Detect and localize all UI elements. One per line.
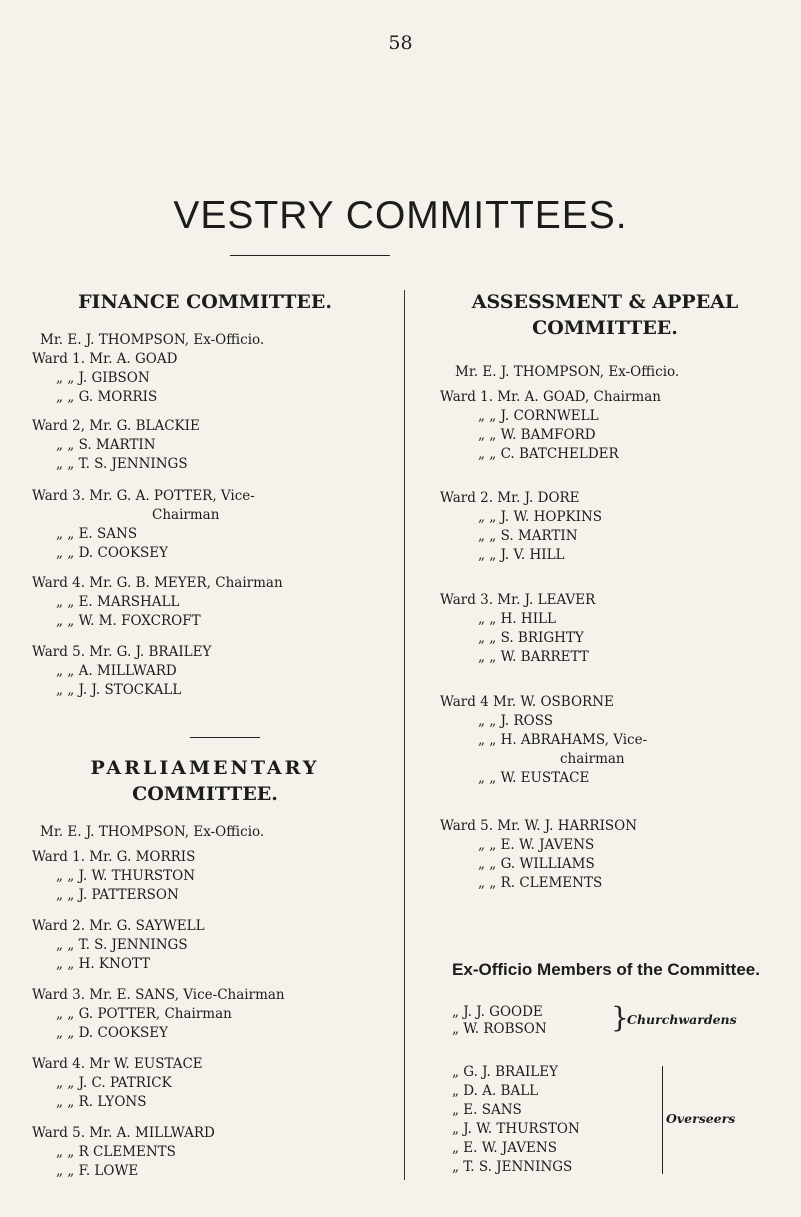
parliamentary-line: „ „ G. POTTER, Chairman: [56, 1006, 232, 1022]
parliamentary-line: Ward 2. Mr. G. SAYWELL: [32, 918, 205, 934]
assessment-line: Ward 3. Mr. J. LEAVER: [440, 592, 596, 608]
finance-line: Chairman: [152, 507, 220, 523]
overseer-line: „ D. A. BALL: [452, 1083, 539, 1099]
section-divider: [190, 737, 260, 738]
page-title: VESTRY COMMITTEES.: [173, 194, 628, 238]
assessment-line: „ „ W. EUSTACE: [478, 770, 590, 786]
assessment-line: „ „ W. BARRETT: [478, 649, 589, 665]
finance-line: „ „ J. J. STOCKALL: [56, 682, 182, 698]
parliamentary-line: „ „ J. C. PATRICK: [56, 1075, 172, 1091]
parliamentary-line: Ward 3. Mr. E. SANS, Vice-Chairman: [32, 987, 285, 1003]
assessment-line: „ „ R. CLEMENTS: [478, 875, 603, 891]
assessment-line: Ward 2. Mr. J. DORE: [440, 490, 580, 506]
overseer-line: „ G. J. BRAILEY: [452, 1064, 559, 1080]
parliamentary-line: „ „ F. LOWE: [56, 1163, 139, 1179]
parliamentary-line: „ „ T. S. JENNINGS: [56, 937, 188, 953]
assessment-line: „ „ J. CORNWELL: [478, 408, 599, 424]
overseer-line: „ E. SANS: [452, 1102, 522, 1118]
parliamentary-committee-heading: PARLIAMENTARY: [90, 757, 320, 779]
parliamentary-line: „ „ R. LYONS: [56, 1094, 147, 1110]
assessment-line: „ „ G. WILLIAMS: [478, 856, 595, 872]
assessment-line: „ „ W. BAMFORD: [478, 427, 596, 443]
assessment-line: Ward 5. Mr. W. J. HARRISON: [440, 818, 638, 834]
assessment-line: „ „ H. HILL: [478, 611, 556, 627]
brace-icon: }: [611, 1001, 629, 1034]
parliamentary-line: Ward 4. Mr W. EUSTACE: [32, 1056, 203, 1072]
parliamentary-line: „ „ D. COOKSEY: [56, 1025, 169, 1041]
finance-line: „ „ D. COOKSEY: [56, 545, 169, 561]
parliamentary-line: Ward 5. Mr. A. MILLWARD: [32, 1125, 215, 1141]
churchwarden-line: „ J. J. GOODE: [452, 1004, 543, 1020]
churchwarden-line: „ W. ROBSON: [452, 1021, 547, 1037]
assessment-line: „ „ S. MARTIN: [478, 528, 578, 544]
parliamentary-line: „ „ J. PATTERSON: [56, 887, 179, 903]
overseer-line: „ T. S. JENNINGS: [452, 1159, 573, 1175]
overseer-line: „ J. W. THURSTON: [452, 1121, 580, 1137]
finance-line: „ „ E. SANS: [56, 526, 138, 542]
assessment-line: Ward 1. Mr. A. GOAD, Chairman: [440, 389, 661, 405]
finance-line: Ward 4. Mr. G. B. MEYER, Chairman: [32, 575, 283, 591]
finance-line: „ „ G. MORRIS: [56, 389, 158, 405]
assessment-line: „ „ H. ABRAHAMS, Vice-: [478, 732, 648, 748]
parliamentary-line: „ „ R CLEMENTS: [56, 1144, 176, 1160]
parliamentary-line: Mr. E. J. THOMPSON, Ex-Officio.: [40, 824, 265, 840]
finance-line: Ward 2, Mr. G. BLACKIE: [32, 418, 200, 434]
finance-line: „ „ S. MARTIN: [56, 437, 156, 453]
column-divider: [404, 290, 405, 1180]
assessment-line: Mr. E. J. THOMPSON, Ex-Officio.: [455, 364, 680, 380]
assessment-line: „ „ J. W. HOPKINS: [478, 509, 603, 525]
bracket-line: [662, 1066, 663, 1174]
parliamentary-committee-heading-2: COMMITTEE.: [132, 783, 278, 805]
parliamentary-line: Ward 1. Mr. G. MORRIS: [32, 849, 196, 865]
assessment-line: chairman: [560, 751, 625, 767]
overseer-line: „ E. W. JAVENS: [452, 1140, 557, 1156]
assessment-committee-heading-2: COMMITTEE.: [532, 317, 678, 339]
assessment-line: „ „ J. V. HILL: [478, 547, 565, 563]
assessment-line: „ „ E. W. JAVENS: [478, 837, 595, 853]
finance-line: „ „ T. S. JENNINGS: [56, 456, 188, 472]
ex-officio-heading: Ex-Officio Members of the Committee.: [452, 960, 760, 979]
finance-line: Ward 1. Mr. A. GOAD: [32, 351, 178, 367]
overseers-label: Overseers: [666, 1111, 736, 1126]
assessment-committee-heading: ASSESSMENT & APPEAL: [471, 291, 739, 313]
finance-line: „ „ A. MILLWARD: [56, 663, 177, 679]
title-divider: [230, 255, 390, 256]
finance-line: „ „ W. M. FOXCROFT: [56, 613, 201, 629]
finance-line: Mr. E. J. THOMPSON, Ex-Officio.: [40, 332, 265, 348]
finance-line: Ward 5. Mr. G. J. BRAILEY: [32, 644, 212, 660]
churchwardens-label: Churchwardens: [627, 1012, 737, 1027]
assessment-line: „ „ C. BATCHELDER: [478, 446, 619, 462]
finance-line: „ „ J. GIBSON: [56, 370, 150, 386]
parliamentary-line: „ „ H. KNOTT: [56, 956, 151, 972]
finance-line: „ „ E. MARSHALL: [56, 594, 180, 610]
page-number: 58: [388, 32, 413, 54]
assessment-line: „ „ J. ROSS: [478, 713, 554, 729]
finance-committee-heading: FINANCE COMMITTEE.: [78, 291, 332, 313]
assessment-line: Ward 4 Mr. W. OSBORNE: [440, 694, 614, 710]
parliamentary-line: „ „ J. W. THURSTON: [56, 868, 196, 884]
finance-line: Ward 3. Mr. G. A. POTTER, Vice-: [32, 488, 255, 504]
assessment-line: „ „ S. BRIGHTY: [478, 630, 584, 646]
